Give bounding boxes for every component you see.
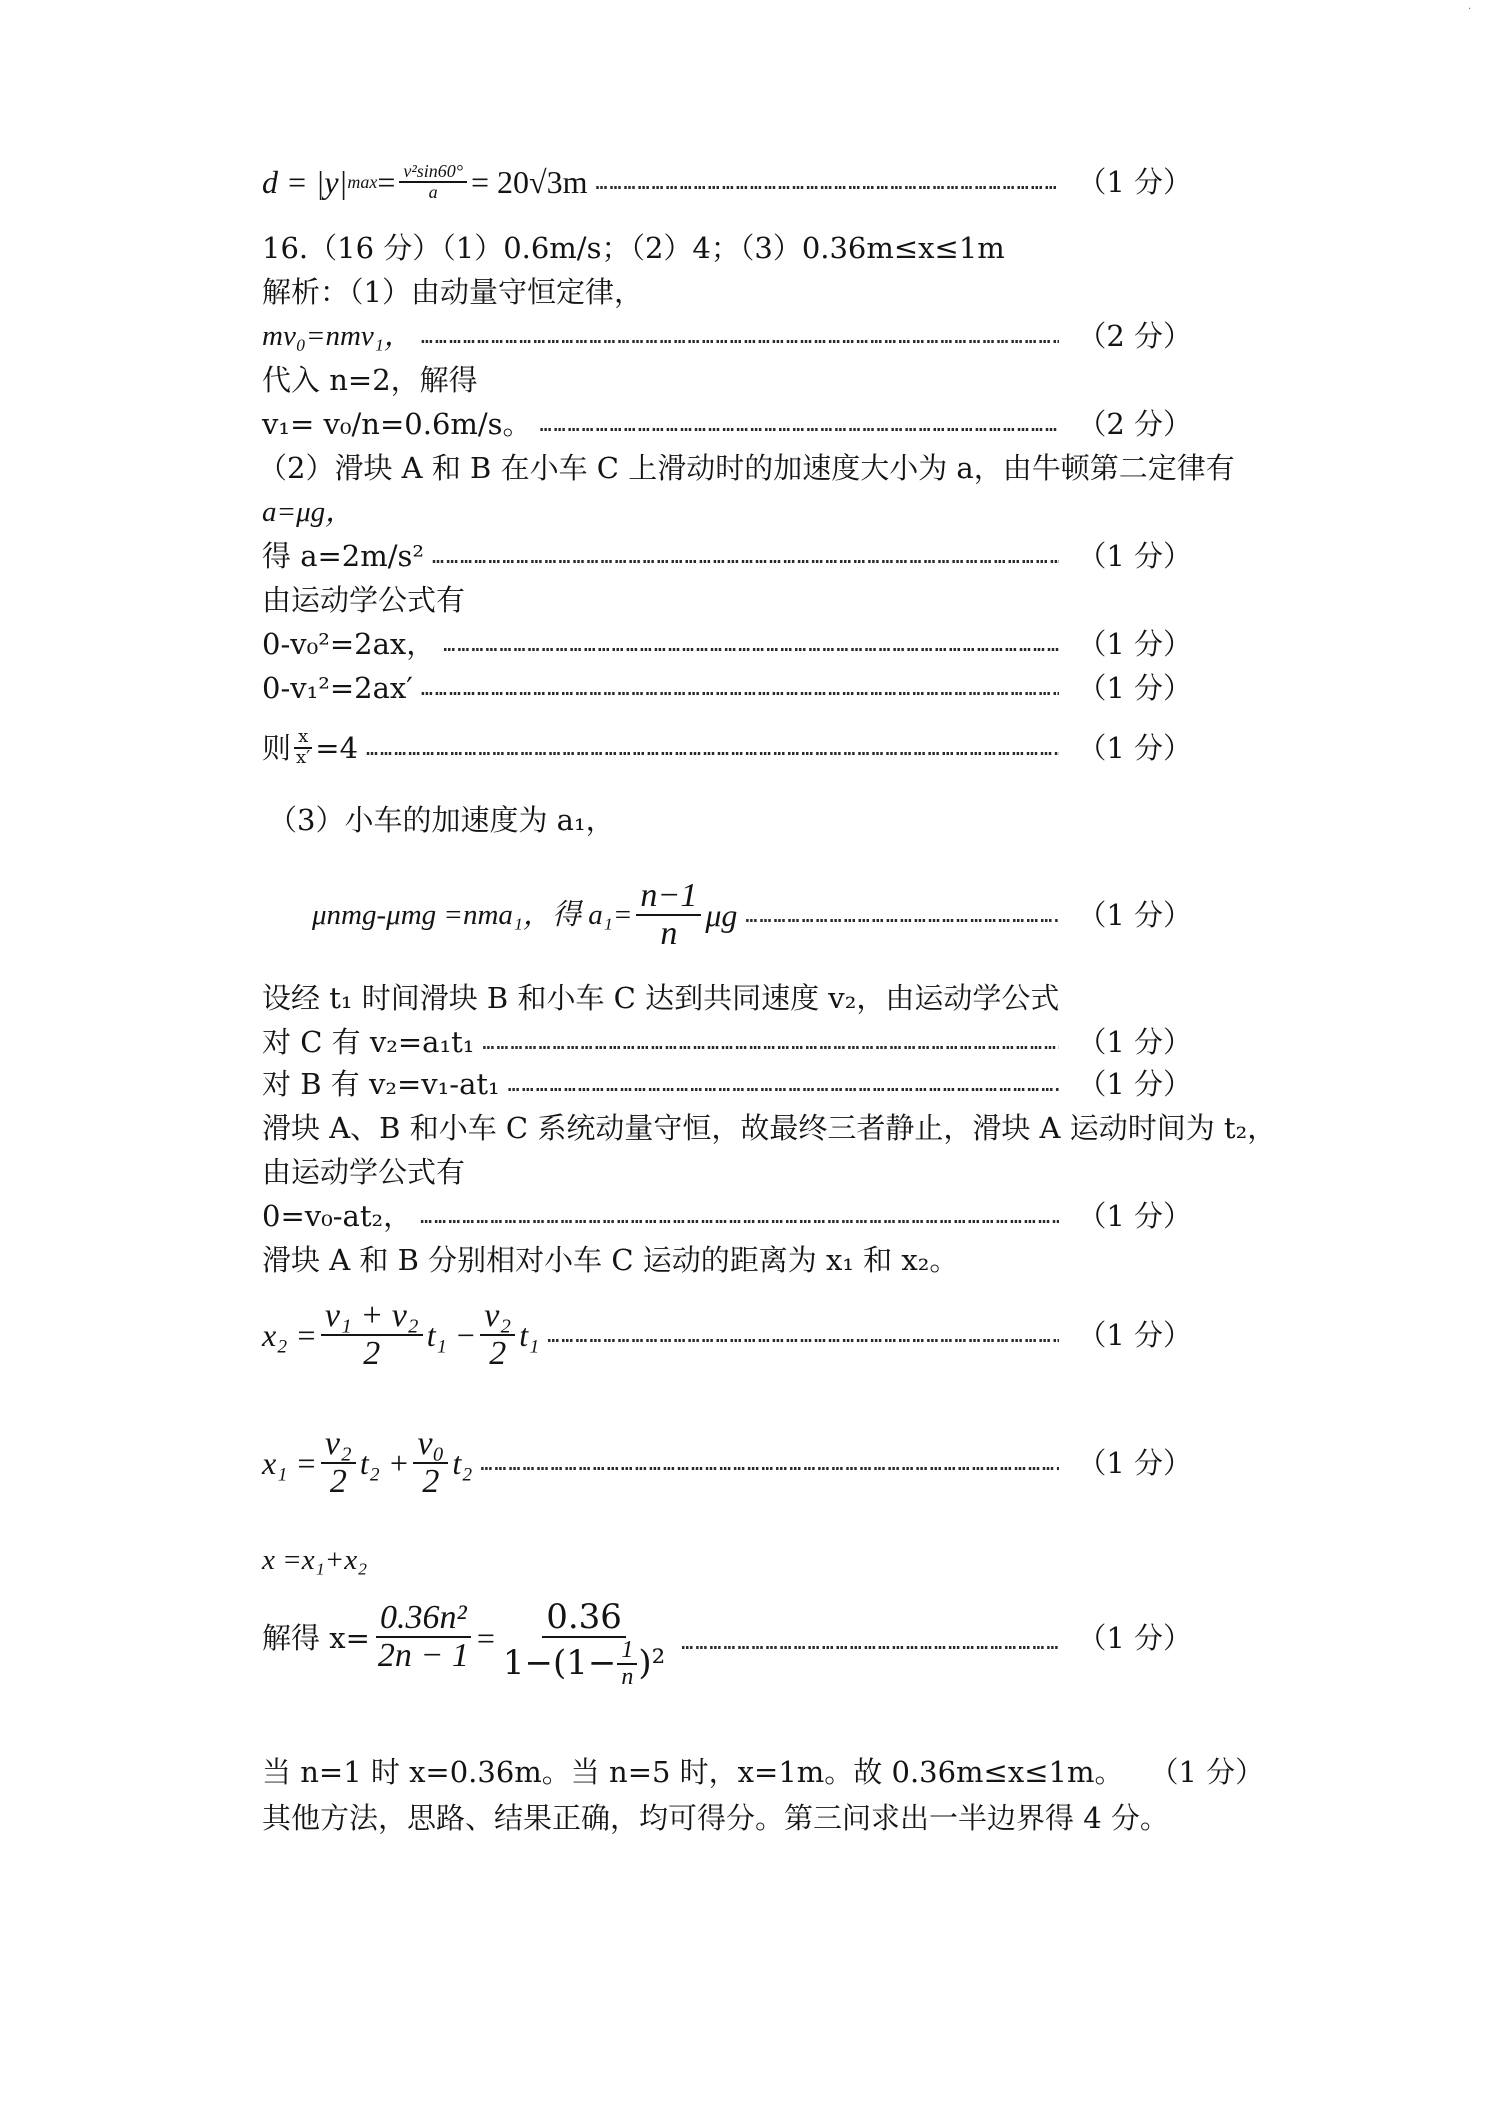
kinematics-intro-2: 由运动学公式有 [262,1155,466,1189]
d-sub: max [347,172,378,192]
solution-inner-den: n [621,1663,634,1690]
score-label: （1 分） [1077,165,1192,199]
d-lhs: d = |y| [262,164,348,200]
dot-leader [443,624,1059,664]
dot-leader [420,1196,1059,1236]
x2-lhs: x₂ = [262,1317,317,1353]
eq-a1-lhs: μnmg-μmg =nma₁，得 a₁= [312,899,633,931]
score-label: （1 分） [1077,1067,1192,1101]
line-x1 [262,1418,1192,1508]
dot-leader [366,728,1059,768]
d-rhs: = 20√3m [470,164,588,200]
momentum-stop-text: 滑块 A、B 和小车 C 系统动量守恒，故最终三者静止，滑块 A 运动时间为 t₂， [262,1111,1277,1145]
d-frac-num: v²sin60° [399,162,467,183]
score-label: （2 分） [1077,407,1192,441]
d-fraction [399,162,467,202]
x1-fraction-2 [413,1426,448,1499]
x2-fraction-2 [480,1298,515,1371]
line-a1 [312,878,1192,952]
score-label: （1 分） [1077,898,1192,932]
dot-leader [681,1622,1059,1662]
grading-note: 其他方法，思路、结果正确，均可得分。第三问求出一半边界得 4 分。 [262,1801,1169,1835]
score-label: （1 分） [1077,539,1192,573]
part2-intro: （2）滑块 A 和 B 在小车 C 上滑动时的加速度大小为 a，由牛顿第二定律有 [258,451,1235,485]
solution-eq: = [476,1620,495,1656]
time-t1-intro: 设经 t₁ 时间滑块 B 和小车 C 达到共同速度 v₂，由运动学公式 [262,981,1060,1015]
x1-f2-den: 2 [422,1463,440,1500]
eq-sum: x =x₁+x₂ [262,1544,368,1576]
score-label: （1 分） [1077,1621,1192,1655]
score-label: （1 分） [1077,1199,1192,1233]
score-label: （1 分） [1077,1025,1192,1059]
analysis-intro: 解析：（1）由动量守恒定律， [262,275,643,309]
line-momentum [262,316,1192,356]
solution-f2-num: 0.36 [542,1600,626,1638]
substitute-text: 代入 n=2，解得 [262,363,478,397]
x1-f1-den: 2 [329,1463,347,1500]
part3-intro: （3）小车的加速度为 a₁， [268,803,615,837]
a1-fraction [636,878,701,951]
ratio-prefix: 则 [262,731,292,765]
eq-a-mu: a=μg， [262,496,355,528]
dot-leader [745,895,1059,935]
line-eq-c [262,1022,1192,1062]
d-frac-den: a [428,182,438,202]
solution-f1-den: 2n − 1 [377,1636,469,1674]
ratio-den: x′ [296,747,311,768]
dot-leader [432,536,1059,576]
eq-a1-tail: μg [705,897,738,933]
eq-x: 0-v₀²=2ax， [262,627,436,661]
solution-f1-num: 0.36n² [376,1600,471,1638]
score-label: （1 分） [1149,1755,1265,1789]
dot-leader [540,404,1060,444]
eq-c: 对 C 有 v₂=a₁t₁ [262,1025,475,1059]
solution-fraction-2 [499,1597,669,1690]
line-x-prime [262,668,1192,708]
x2-f1-den: 2 [363,1335,381,1372]
score-label: （1 分） [1077,731,1192,765]
line-a-value [262,536,1192,576]
a1-frac-den: n [660,915,678,952]
solution-f2-den-b: )² [638,1643,666,1684]
x1-tail: t₂ [452,1445,473,1481]
line-x [262,624,1192,664]
ratio-num: x [294,728,312,749]
line-boundary [262,1752,1265,1792]
x2-fraction-1 [321,1298,423,1371]
line-eq-b [262,1064,1192,1104]
solution-f2-den-a: 1−(1− [502,1643,617,1684]
q16-header: 16.（16 分）（1）0.6m/s；（2）4；（3）0.36m≤x≤1m [262,231,1005,265]
solution-f2-den [499,1638,669,1690]
line-ratio [262,728,1192,768]
line-v1 [262,404,1192,444]
x2-f2-num: v₂ [480,1298,515,1336]
eq-momentum: mv₀=nmv₁， [262,320,413,352]
d-eq: = [377,164,396,200]
kinematics-intro: 由运动学公式有 [262,583,466,617]
distances-intro: 滑块 A 和 B 分别相对小车 C 运动的距离为 x₁ 和 x₂。 [262,1243,959,1277]
solution-inner-fraction [617,1638,637,1690]
dot-leader [595,162,1059,202]
line-solution [262,1592,1192,1722]
score-label: （1 分） [1077,1446,1192,1480]
x2-tail: t₁ [519,1317,540,1353]
x1-f1-num: v₂ [321,1426,356,1464]
eq-a-value: 得 a=2m/s² [262,539,425,573]
a1-frac-num: n−1 [636,878,701,916]
x1-f2-num: v₀ [413,1426,448,1464]
dot-leader [508,1064,1060,1104]
line-d-formula [262,162,1192,202]
x1-lhs: x₁ = [262,1445,317,1481]
score-label: （1 分） [1077,627,1192,661]
eq-v1: v₁= v₀/n=0.6m/s。 [262,407,532,441]
score-label: （1 分） [1077,1318,1192,1352]
dot-leader [482,1022,1059,1062]
x2-f2-den: 2 [489,1335,507,1372]
dot-leader [421,668,1059,708]
eq-b: 对 B 有 v₂=v₁-at₁ [262,1067,500,1101]
x2-mid: t₁ − [426,1317,477,1353]
line-t2 [262,1196,1192,1236]
solution-inner-num: 1 [617,1638,637,1665]
x1-fraction-1 [321,1426,356,1499]
eq-t2: 0=v₀-at₂， [262,1199,413,1233]
solution-fraction-1 [374,1600,473,1673]
dot-leader [480,1443,1059,1483]
score-label: （2 分） [1077,319,1192,353]
boundary-text: 当 n=1 时 x=0.36m。当 n=5 时，x=1m。故 0.36m≤x≤1m。 [262,1755,1124,1789]
x2-f1-num: v₁ + v₂ [321,1298,423,1336]
corner-mark: · [1468,4,1472,15]
line-x2 [262,1290,1192,1380]
x1-mid: t₂ + [359,1445,410,1481]
ratio-fraction [292,728,314,768]
eq-x-prime: 0-v₁²=2ax′ [262,671,413,705]
ratio-suffix: =4 [315,731,359,765]
dot-leader [421,316,1059,356]
dot-leader [547,1315,1059,1355]
solution-lhs: 解得 x= [262,1621,370,1655]
score-label: （1 分） [1077,671,1192,705]
